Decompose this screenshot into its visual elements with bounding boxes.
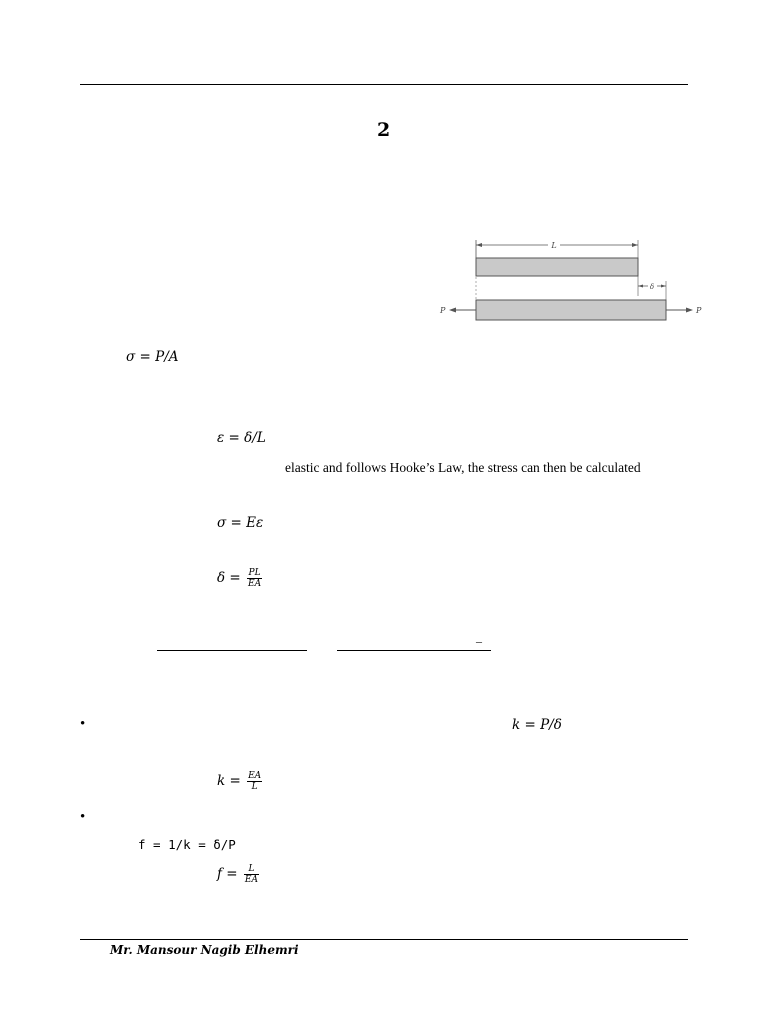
- header-rule: [80, 84, 688, 85]
- bullet-flexibility: •: [80, 809, 86, 825]
- stiffness-definition: k = P/δ: [512, 717, 562, 733]
- flexibility-definition: f = 1/k = δ/P: [138, 837, 236, 852]
- length-label: L: [551, 241, 557, 250]
- hooke-equation: σ = Eε: [217, 515, 264, 531]
- bullet-stiffness: •: [80, 716, 86, 732]
- delta-arrow-left: [638, 285, 643, 288]
- underline-left: [157, 650, 307, 651]
- stiffness-equation: [217, 771, 262, 792]
- delta-label: δ: [649, 283, 655, 291]
- elongation-denominator: EA: [248, 579, 262, 589]
- underline-right: [337, 650, 491, 651]
- footer-rule: [80, 939, 688, 940]
- delta-arrow-right: [661, 285, 666, 288]
- elongation-numerator: PL: [248, 568, 261, 578]
- underline-dash: –: [476, 634, 482, 648]
- elongation-lhs: δ =: [217, 570, 241, 586]
- stiffness-denominator: L: [251, 782, 258, 792]
- hooke-sentence: elastic and follows Hooke’s Law, the stress can then be calculated: [285, 460, 641, 475]
- footer-author: Mr. Mansour Nagib Elhemri: [110, 943, 299, 957]
- length-arrow-right: [632, 243, 638, 247]
- length-arrow-left: [476, 243, 482, 247]
- elongation-equation: [217, 568, 262, 589]
- load-left-label: P: [440, 306, 446, 315]
- elongation-fraction: [247, 568, 262, 589]
- flexibility-fraction: [244, 864, 259, 885]
- load-right-label: P: [696, 306, 702, 315]
- strain-equation: ε = δ/L: [217, 430, 266, 446]
- stress-equation: σ = P/A: [126, 349, 179, 365]
- page-number: 2: [377, 119, 391, 141]
- flexibility-lhs: f =: [217, 866, 238, 882]
- stiffness-numerator: EA: [248, 771, 262, 781]
- flexibility-numerator: L: [244, 864, 259, 875]
- bar-elongation-figure: [436, 236, 708, 328]
- stiffness-fraction: [247, 771, 262, 792]
- elongated-bar: [476, 300, 666, 320]
- flexibility-denominator: EA: [244, 875, 258, 885]
- flexibility-equation: [217, 864, 259, 885]
- stiffness-lhs: k =: [217, 773, 241, 789]
- original-bar: [476, 258, 638, 276]
